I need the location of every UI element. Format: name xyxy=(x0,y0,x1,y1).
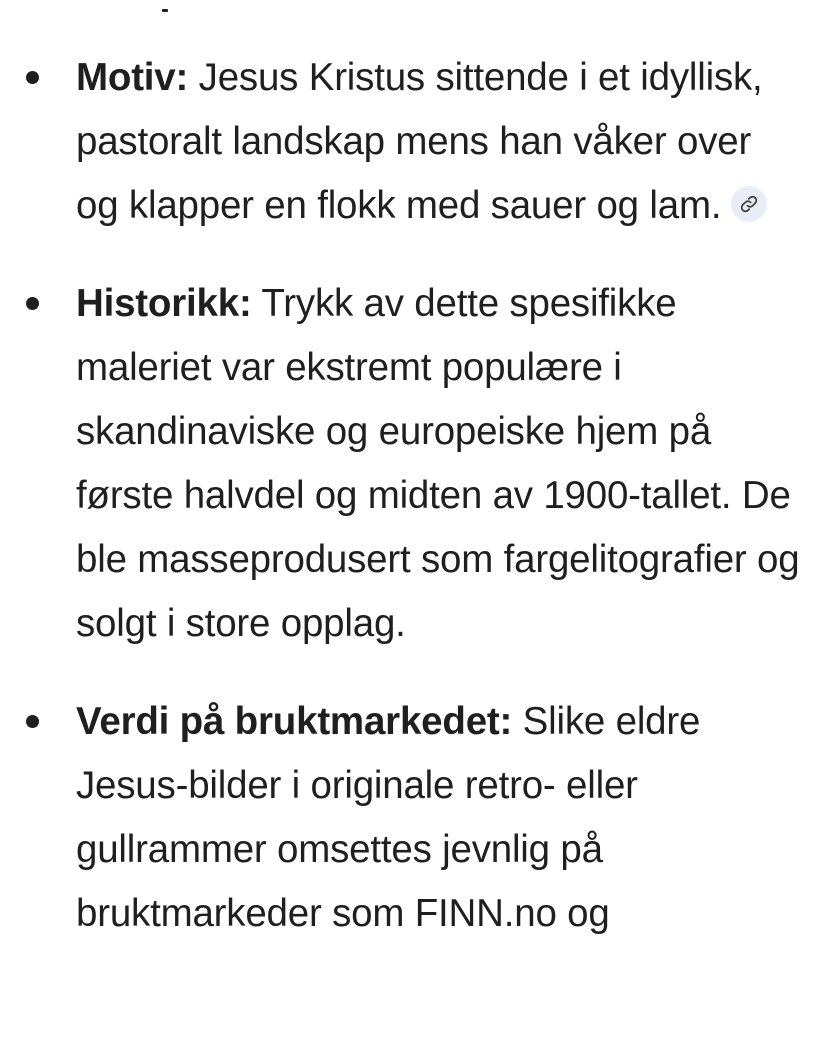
bullet-item-motiv xyxy=(0,46,828,238)
bullet-label: Motiv: xyxy=(76,56,189,99)
source-link-button[interactable] xyxy=(731,186,767,222)
bullet-label: Historikk: xyxy=(76,282,252,325)
bullet-text: Jesus Kristus sittende i et idyllisk, pastoralt landskap mens han våker over og klapper en flokk med sauer og lam. xyxy=(76,56,763,227)
bullet-marker xyxy=(26,71,39,84)
bullet-marker xyxy=(26,715,39,728)
info-bullet-list xyxy=(0,46,828,980)
bullet-text: Slike eldre Jesus-bilder i originale retro- eller gullrammer omsettes jevnlig på bruktmarkeder som FINN.no og xyxy=(76,700,701,935)
link-icon xyxy=(739,194,759,214)
bullet-item-historikk xyxy=(0,272,828,656)
bullet-label: Verdi på bruktmarkedet: xyxy=(76,700,513,743)
hyphen-fragment xyxy=(162,9,168,12)
bullet-text: Trykk av dette spesifikke maleriet var ekstremt populære i skandinaviske og europeiske hjem på første halvdel og midten av 1900-tallet. De ble masseprodusert som fargelitografier og solgt i store opplag. xyxy=(76,282,800,645)
bullet-item-verdi xyxy=(0,690,828,946)
bullet-marker xyxy=(26,297,39,310)
previous-content-fragment xyxy=(160,0,170,14)
